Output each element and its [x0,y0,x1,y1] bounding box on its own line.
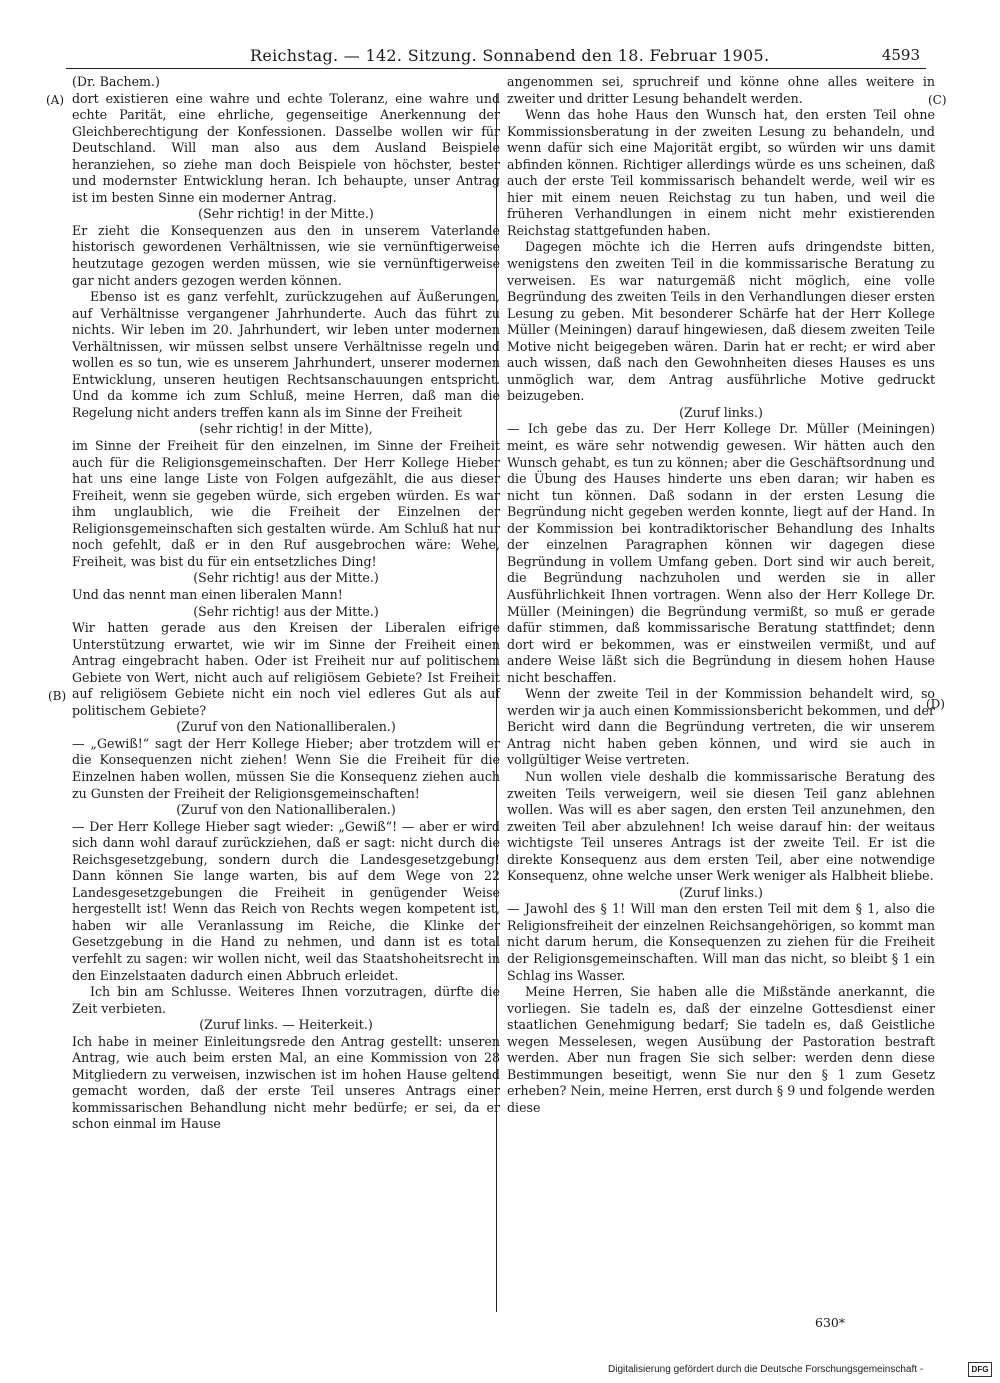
left-column [72,74,500,1133]
paragraph: Dagegen möchte ich die Herren aufs dringendste bitten, wenigstens den zweiten Teil in die kommissarische Beratung zu verweisen. Es war naturgemäß nicht möglich, eine volle Begründung des zweiten Teils in den Verhandlungen dieser ersten Lesung zu geben. Mit besonderer Schärfe hat der Herr Kollege Müller (Meiningen) darauf hingewiesen, daß diesem zweiten Teile Motive nicht beigegeben wären. Darin hat er recht; er wird aber auch wissen, daß nach den Gewohnheiten dieses Hauses es uns unmöglich war, dem Antrag ausführliche Motive gedruckt beizugeben. [507,239,935,404]
right-column [507,74,935,1116]
interjection: (Sehr richtig! aus der Mitte.) [193,603,379,619]
interjection: (Zuruf links. — Heiterkeit.) [199,1017,373,1033]
paragraph: — „Gewiß!“ sagt der Herr Kollege Hieber; aber trotzdem will er die Konsequenzen nicht ziehen! Wenn Sie die Freiheit für die Einzelnen haben wollen, müssen Sie die Konsequenz ziehen auch zu Gunsten der Freiheit der Religionsgemeinschaften! [72,735,500,801]
paragraph: — Jawohl des § 1! Will man den ersten Teil mit dem § 1, also die Religionsfreiheit der einzelnen Reichsangehörigen, so kommt man nicht darum herum, die Konsequenzen zu ziehen für die Freiheit der Religionsgemeinschaften. Will man das nicht, so bleibt § 1 ein Schlag ins Wasser. [507,901,935,983]
paragraph: — Ich gebe das zu. Der Herr Kollege Dr. Müller (Meiningen) meint, es wäre sehr notwendig gewesen. Wir hätten auch den Wunsch gehabt, es tun zu können; aber die Geschäftsordnung und die Übung des Hauses hinderte uns eben daran; wir haben es nicht tun können. Daß sodann in der ersten Lesung die Begründung nicht gegeben werden konnte, liegt auf der Hand. In der Kommission bei kontradiktorischer Behandlung des Inhalts der einzelnen Paragraphen können wir dagegen diese Begründung in vollem Umfang geben. Dort sind wir auch bereit, die Begründung nachzuholen und werden sie in aller Ausführlichkeit Ihnen vortragen. Wenn also der Herr Kollege Dr. Müller (Meiningen) die Begründung vermißt, so muß er gerade dafür stimmen, daß kommissarische Beratung stattfindet; denn dort wird er bekommen, was er einstweilen vermißt, und auf andere Weise läßt sich die Begründung in diesem hohen Hause nicht beschaffen. [507,421,935,685]
margin-marker-a: (A) [46,93,65,107]
header-rule [66,68,926,69]
paragraph: Wir hatten gerade aus den Kreisen der Liberalen eifrige Unterstützung erwartet, wie wir im Sinne der Freiheit einen Antrag eingebracht haben. Oder ist Freiheit nur auf politischem Gebiete von Wert, nicht auch auf religiösem Gebiete? Ist Freiheit auf religiösem Gebiete nicht ein noch viel edleres Gut als auf politischem Gebiete? [72,620,500,718]
signature-mark: 630* [815,1315,846,1330]
paragraph: Und das nennt man einen liberalen Mann! [72,586,343,602]
paragraph: Wenn der zweite Teil in der Kommission behandelt wird, so werden wir ja auch einen Kommissionsbericht bekommen, und der Bericht wird dann die Begründung vertreten, die wir unserem Antrag nicht haben geben können, und wird sie auch in vollgültiger Weise vertreten. [507,686,935,768]
margin-marker-d: (D) [926,697,945,711]
margin-marker-c: (C) [928,93,947,107]
paragraph: Ich habe in meiner Einleitungsrede den Antrag gestellt: unseren Antrag, wie auch beim ersten Mal, an eine Kommission von 28 Mitgliedern zu verweisen, inzwischen ist im hohen Hause geltend gemacht worden, daß der erste Teil unseres Antrags einer kommissarischen Behandlung nicht mehr bedürfe; er sei, da er schon einmal im Hause [72,1033,500,1132]
paragraph: Ich bin am Schlusse. Weiteres Ihnen vorzutragen, dürfte die Zeit verbieten. [72,984,500,1016]
paragraph: Ebenso ist es ganz verfehlt, zurückzugehen auf Äußerungen, auf Verhältnisse vergangener Jahrhunderte. Auch das führt zu nichts. Wir leben im 20. Jahrhundert, wir leben unter modernen Verhältnissen, wir müssen selbst unsere Verhältnisse regeln und wollen es so tun, wie es unserem Jahrhundert, unserer modernen Entwicklung, unseren heutigen Rechtsanschauungen entspricht. Und da komme ich zum Schluß, meine Herren, daß man die Regelung nicht anders treffen kann als im Sinne der Freiheit [72,289,500,420]
paragraph: Er zieht die Konsequenzen aus den in unserem Vaterlande historisch gewordenen Verhältnissen, wie sie vernünftigerweise heutzutage gezogen werden müssen, wie sie vernünftigerweise gar nicht anders gezogen werden können. [72,222,500,288]
paragraph: Nun wollen viele deshalb die kommissarische Beratung des zweiten Teils verweigern, weil sie diesen Teil ganz ablehnen wollen. Was will es aber sagen, den ersten Teil anzunehmen, den zweiten Teil aber abzulehnen! Ich weise darauf hin: der weitaus wichtigste Teil unseres Antrags ist der zweite Teil. Er ist die direkte Konsequenz aus dem ersten Teil, aber eine notwendige Konsequenz, ohne welche unser Werk weniger als Halbheit bliebe. [507,768,935,884]
paragraph: im Sinne der Freiheit für den einzelnen, im Sinne der Freiheit auch für die Religionsgemeinschaften. Der Herr Kollege Hieber hat uns eine lange Liste von Folgen aufgezählt, die aus dieser Freiheit, wenn sie gegeben würde, sich ergeben würden. Es war ihm unglaublich, wie die Freiheit der Einzelnen der Religionsgemeinschaften sich gestalten würde. Am Schluß hat nur noch gefehlt, daß er in den Ruf ausgebrochen wäre: Wehe, Freiheit, was bist du für ein entsetzliches Ding! [72,438,500,569]
speaker-label: (Dr. Bachem.) [72,74,160,89]
interjection: (sehr richtig! in der Mitte), [199,421,373,437]
page-header [70,46,920,68]
paragraph: — Der Herr Kollege Hieber sagt wieder: „Gewiß“! — aber er wird sich dann wohl darauf zurückziehen, daß er sagt: nicht durch die Reichsgesetzgebung, sondern durch die Landesgesetzgebung! Dann können Sie lange warten, bis auf dem Wege von 22 Landesgesetzgebungen die Freiheit in genügender Weise hergestellt ist! Wenn das Reich von Rechts wegen kompetent ist, haben wir alle Veranlassung im Reiche, die Klinke der Gesetzgebung in die Hand zu nehmen, und dann ist es total verfehlt zu sagen: wir wollen nicht, weil das Staatshoheitsrecht in den Einzelstaaten dadurch einen Abbruch erleidet. [72,818,500,983]
page-number: 4593 [881,46,920,64]
interjection: (Zuruf links.) [679,884,763,900]
interjection: (Zuruf links.) [679,404,763,420]
interjection: (Zuruf von den Nationalliberalen.) [176,719,396,735]
page-title: Reichstag. — 142. Sitzung. Sonnabend den 18. Februar 1905. [250,46,770,65]
column-divider [496,94,497,1312]
paragraph: Meine Herren, Sie haben alle die Mißstände anerkannt, die vorliegen. Sie tadeln es, daß der einzelne Gottesdienst einer staatlichen Genehmigung bedarf; Sie tadeln es, daß Geistliche wegen Messelesen, wegen Ausübung der Pastoration bestraft werden. Aber nun fragen Sie sich selber: werden denn diese Bestimmungen beseitigt, wenn Sie nur den § 1 zum Gesetz erheben? Nein, meine Herren, erst durch § 9 und folgende werden diese [507,984,935,1115]
margin-marker-b: (B) [48,689,67,703]
paragraph: Wenn das hohe Haus den Wunsch hat, den ersten Teil ohne Kommissionsberatung in der zweiten Lesung zu behandeln, und wenn dafür sich eine Majorität ergibt, so würden wir uns damit abfinden können. Richtiger allerdings würde es uns scheinen, daß auch der erste Teil kommissarisch behandelt werde, weil wir es hier mit einem neuen Reichstag zu tun haben, und weil die früheren Verhandlungen in einem nicht mehr existierenden Reichstag stattgefunden haben. [507,107,935,238]
interjection: (Sehr richtig! in der Mitte.) [198,206,374,222]
footer-credit: Digitalisierung gefördert durch die Deutsche Forschungsgemeinschaft - [608,1364,924,1375]
dfg-logo: DFG [968,1362,992,1377]
interjection: (Sehr richtig! aus der Mitte.) [193,570,379,586]
paragraph: angenommen sei, spruchreif und könne ohne alles weitere in zweiter und dritter Lesung behandelt werden. [507,74,935,106]
interjection: (Zuruf von den Nationalliberalen.) [176,802,396,818]
paragraph: dort existieren eine wahre und echte Toleranz, eine wahre und echte Parität, eine ehrliche, gegenseitige Anerkennung der Gleichberechtigung der Konfessionen. Dasselbe wollen wir für Deutschland. Will man also aus dem Ausland Beispiele heranziehen, so ziehe man doch Beispiele von höchster, bester und modernster Entwicklung heran. Ich behaupte, unser Antrag ist im besten Sinne ein moderner Antrag. [72,90,500,205]
